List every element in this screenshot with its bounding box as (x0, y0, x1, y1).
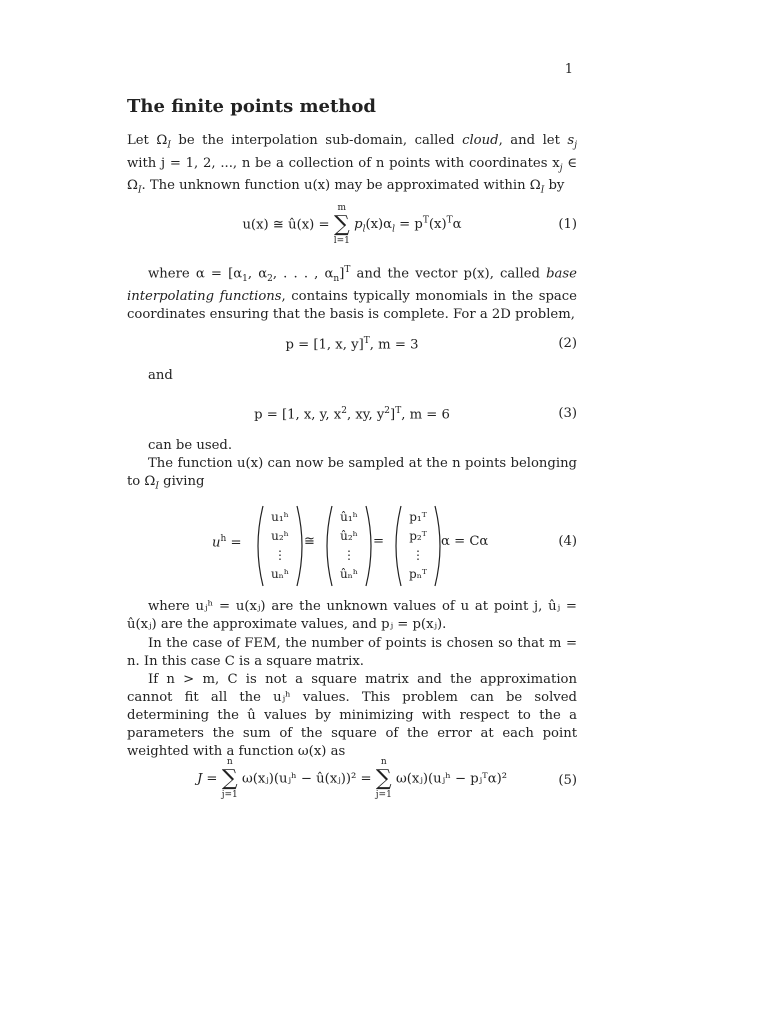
page-number: 1 (564, 62, 573, 77)
matrix-entry: ûₙʰ (339, 567, 359, 581)
matrix-entry: uₙʰ (270, 567, 290, 581)
matrix-entry: ⋮ (343, 548, 355, 562)
equation-5: J = n ∑ j=1 ω(xⱼ)(uⱼʰ − û(xⱼ))² = n ∑ j=1 ω(xⱼ)(uⱼʰ − pⱼᵀα)² (5) (196, 757, 577, 800)
paragraph-sampling: The function u(x) can now be sampled at the n points belonging to $\Omega_I$ giving (127, 456, 577, 492)
paragraph-basis: where $\alpha = [\alpha_1$, $\alpha_2$, . . . , $\alpha_n]^T$ and the vector p(x), called base interpolating functions, contains typically monomials in the space coordinates ensuring that the basis is complete. For a 2D problem, (127, 265, 577, 323)
matrix-entry: p₁ᵀ (409, 510, 427, 524)
equation-2: p = [1, x, y]$^T$, m = 3 (2) (285, 336, 577, 353)
matrix-entry: pₙᵀ (409, 567, 427, 581)
paragraph-least-squares: If n > m, C is not a square matrix and the approximation cannot fit all the uⱼʰ values. This problem can be solved determining the û values by minimizing with respect to the a parameters the sum of the square of the error at each point weighted with a function ω(x) as (127, 672, 577, 759)
matrix-entry: û₂ʰ (340, 529, 358, 543)
paragraph-unknowns: where uⱼʰ = u(xⱼ) are the unknown values of u at point j, ûⱼ = û(xⱼ) are the approximate values, and pⱼ = p(xⱼ). (127, 599, 577, 632)
matrix-entry: u₁ʰ (271, 510, 289, 524)
equation-number-1: (1) (558, 217, 577, 232)
equation-number-3: (3) (558, 406, 577, 421)
equation-number-5: (5) (558, 773, 577, 788)
paragraph-fem: In the case of FEM, the number of points is chosen so that m = n. In this case C is a square matrix. (127, 636, 577, 669)
paragraph-can-be-used: can be used. (148, 438, 233, 453)
equation-3: p = [1, x, y, $x^2$, xy, $y^2]^T$, m = 6 (3) (254, 406, 577, 423)
equation-number-4: (4) (558, 534, 577, 549)
matrix-entry: ⋮ (412, 548, 424, 562)
paragraph-intro: Let $\Omega_I$ be the interpolation sub-domain, called cloud, and let $s_j$ with j = 1, 2, ..., n be a collection of n points with coordinates $x_j$ ∈ $\Omega_I$. The unknown function u(x) may be approximated within $\Omega_I$ by (127, 133, 577, 196)
equation-4: $u^h$ = u₁ʰ u₂ʰ ⋮ uₙʰ ≅ û₁ʰ û₂ʰ ⋮ ûₙʰ = p₁ᵀ p₂ᵀ ⋮ pₙᵀ α = Cα (4) (127, 504, 577, 588)
matrix-entry: p₂ᵀ (409, 529, 427, 543)
matrix-entry: u₂ʰ (271, 529, 289, 543)
matrix-entry: ⋮ (274, 548, 286, 562)
section-title: The finite points method (127, 96, 376, 117)
equation-1: u(x) ≅ û(x) = m ∑ l=1 $p_l(x)\alpha_l = p^T(x)^T\alpha$ (1) (242, 203, 577, 246)
equation-number-2: (2) (558, 336, 577, 351)
paragraph-and: and (148, 368, 173, 383)
matrix-entry: û₁ʰ (340, 510, 358, 524)
